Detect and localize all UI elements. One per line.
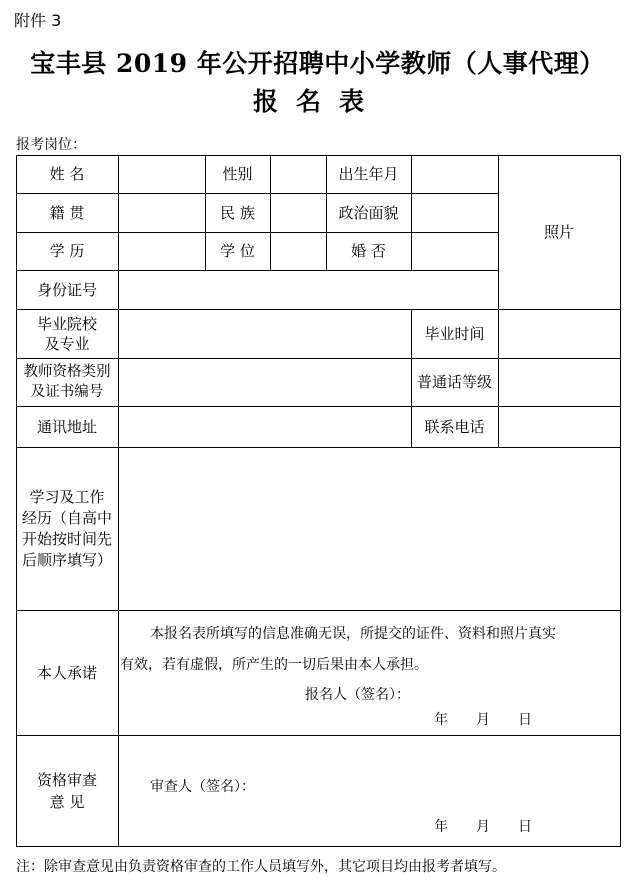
input-mandarin[interactable] [498,358,620,406]
input-address[interactable] [118,406,411,447]
label-ethnicity: 民 族 [220,203,255,222]
input-name[interactable] [118,155,205,193]
label-phone: 联系电话 [424,417,485,436]
label-mandarin: 普通话等级 [416,373,492,391]
photo-box[interactable]: 照片 [543,223,574,241]
input-political[interactable] [411,193,498,232]
input-marital[interactable] [411,232,498,270]
label-native-place: 籍 贯 [49,203,85,222]
label-marital: 婚 否 [351,242,386,260]
input-birth[interactable] [411,155,498,193]
label-degree: 学 位 [220,242,255,260]
label-name: 姓 名 [49,165,85,183]
input-degree[interactable] [270,232,326,270]
form-title: 宝丰县 2019 年公开招聘中小学教师（人事代理） [30,49,605,78]
input-phone[interactable] [498,406,620,447]
label-address: 通讯地址 [36,417,97,436]
input-resume[interactable] [118,447,620,610]
pledge-text-line2: 有效，若有虚假，所产生的一切后果由本人承担。 [120,657,428,673]
input-education[interactable] [118,232,205,270]
pledge-date: 年 月 日 [434,712,532,728]
post-label: 报考岗位： [16,137,86,153]
review-date: 年 月 日 [434,819,532,835]
input-ethnicity[interactable] [270,193,326,232]
label-education: 学 历 [49,242,85,260]
input-id-number[interactable] [118,270,498,309]
pledge-signer-label: 报名人（签名）： [305,687,410,703]
input-school-major[interactable] [118,309,411,358]
pledge-text-line1: 本报名表所填写的信息准确无误，所提交的证件、资料和照片真实 [150,626,556,642]
review-signer-label: 审查人（签名）： [150,779,255,795]
label-political: 政治面貌 [338,203,399,222]
label-review: 资格审查 意 见 [36,770,97,811]
input-gender[interactable] [270,155,326,193]
input-grad-time[interactable] [498,309,620,358]
label-birth: 出生年月 [338,165,399,183]
label-id-number: 身份证号 [36,280,97,299]
label-resume: 学习及工作 经历（自高中 开始按时间先 后顺序填写） [21,487,112,569]
form-subtitle: 报名表 [252,87,382,116]
label-school-major: 毕业院校 及专业 [36,314,97,353]
input-cert[interactable] [118,358,411,406]
label-cert: 教师资格类别 及证书编号 [23,364,111,400]
annex-label: 附件 3 [14,11,62,30]
label-gender: 性别 [222,165,253,183]
input-native-place[interactable] [118,193,205,232]
footer-note: 注：除审查意见由负责资格审查的工作人员填写外，其它项目均由报考者填写。 [16,859,506,875]
label-pledge: 本人承诺 [36,663,97,682]
label-grad-time: 毕业时间 [424,324,485,343]
